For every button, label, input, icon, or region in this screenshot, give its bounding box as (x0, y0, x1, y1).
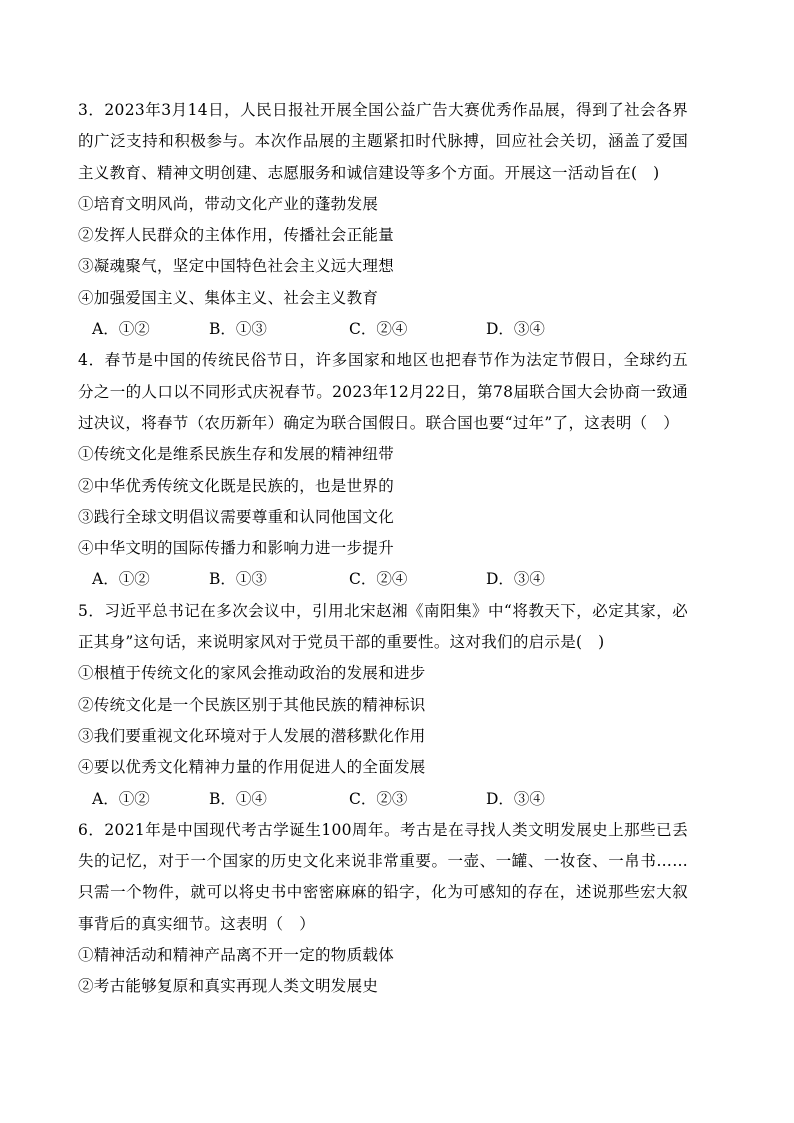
option-1: ①根植于传统文化的家风会推动政治的发展和进步 (78, 664, 426, 683)
exam-page (78, 95, 688, 1003)
choice-b: B．①③ (209, 320, 267, 339)
option-2: ②传统文化是一个民族区别于其他民族的精神标识 (78, 695, 426, 714)
answer-choices (78, 314, 688, 345)
question-6 (78, 815, 688, 1003)
option-1: ①精神活动和精神产品离不开一定的物质载体 (78, 946, 395, 965)
answer-choices (78, 784, 688, 815)
choice-c: C．②③ (349, 789, 408, 808)
choice-d: D．③④ (486, 570, 545, 589)
option-3: ③践行全球文明倡议需要尊重和认同他国文化 (78, 507, 395, 526)
option-1: ①培育文明风尚，带动文化产业的蓬勃发展 (78, 194, 379, 213)
option-4: ④加强爱国主义、集体主义、社会主义教育 (78, 288, 379, 307)
option-2: ②发挥人民群众的主体作用，传播社会正能量 (78, 226, 395, 245)
option-2: ②考古能够复原和真实再现人类文明发展史 (78, 977, 379, 996)
question-stem: 6．2021年是中国现代考古学诞生100周年。考古是在寻找人类文明发展史上那些已丢失的记忆，对于一个国家的历史文化来说非常重要。一壶、一罐、一妆奁、一帛书……只需一个物件，就可以将史书中密密麻麻的铅字，化为可感知的存在，述说那些宏大叙事背后的真实细节。这表明（ ） (78, 820, 688, 933)
choice-d: D．③④ (486, 320, 545, 339)
choice-d: D．③④ (486, 789, 545, 808)
option-3: ③凝魂聚气，坚定中国特色社会主义远大理想 (78, 257, 395, 276)
choice-c: C．②④ (349, 320, 408, 339)
question-stem: 5．习近平总书记在多次会议中，引用北宋赵湘《南阳集》中“将教天下，必定其家，必正其身”这句话，来说明家风对于党员干部的重要性。这对我们的启示是( ) (78, 601, 688, 652)
question-4 (78, 345, 688, 595)
question-3 (78, 95, 688, 345)
choice-a: A．①② (92, 570, 150, 589)
option-2: ②中华优秀传统文化既是民族的，也是世界的 (78, 476, 395, 495)
option-3: ③我们要重视文化环境对于人发展的潜移默化作用 (78, 726, 426, 745)
question-stem: 4．春节是中国的传统民俗节日，许多国家和地区也把春节作为法定节假日，全球约五分之一的人口以不同形式庆祝春节。2023年12月22日，第78届联合国大会协商一致通过决议，将春节（农历新年）确定为联合国假日。联合国也要“过年”了，这表明（ ） (78, 351, 688, 432)
choice-b: B．①④ (209, 789, 267, 808)
choice-a: A．①② (92, 789, 150, 808)
choice-c: C．②④ (349, 570, 408, 589)
option-4: ④要以优秀文化精神力量的作用促进人的全面发展 (78, 758, 426, 777)
choice-a: A．①② (92, 320, 150, 339)
option-4: ④中华文明的国际传播力和影响力进一步提升 (78, 539, 395, 558)
choice-b: B．①③ (209, 570, 267, 589)
option-1: ①传统文化是维系民族生存和发展的精神纽带 (78, 445, 395, 464)
question-stem: 3．2023年3月14日，人民日报社开展全国公益广告大赛优秀作品展，得到了社会各界的广泛支持和积极参与。本次作品展的主题紧扣时代脉搏，回应社会关切，涵盖了爱国主义教育、精神文明创建、志愿服务和诚信建设等多个方面。开展这一活动旨在( ) (78, 101, 688, 182)
question-5 (78, 596, 688, 815)
answer-choices (78, 564, 688, 595)
